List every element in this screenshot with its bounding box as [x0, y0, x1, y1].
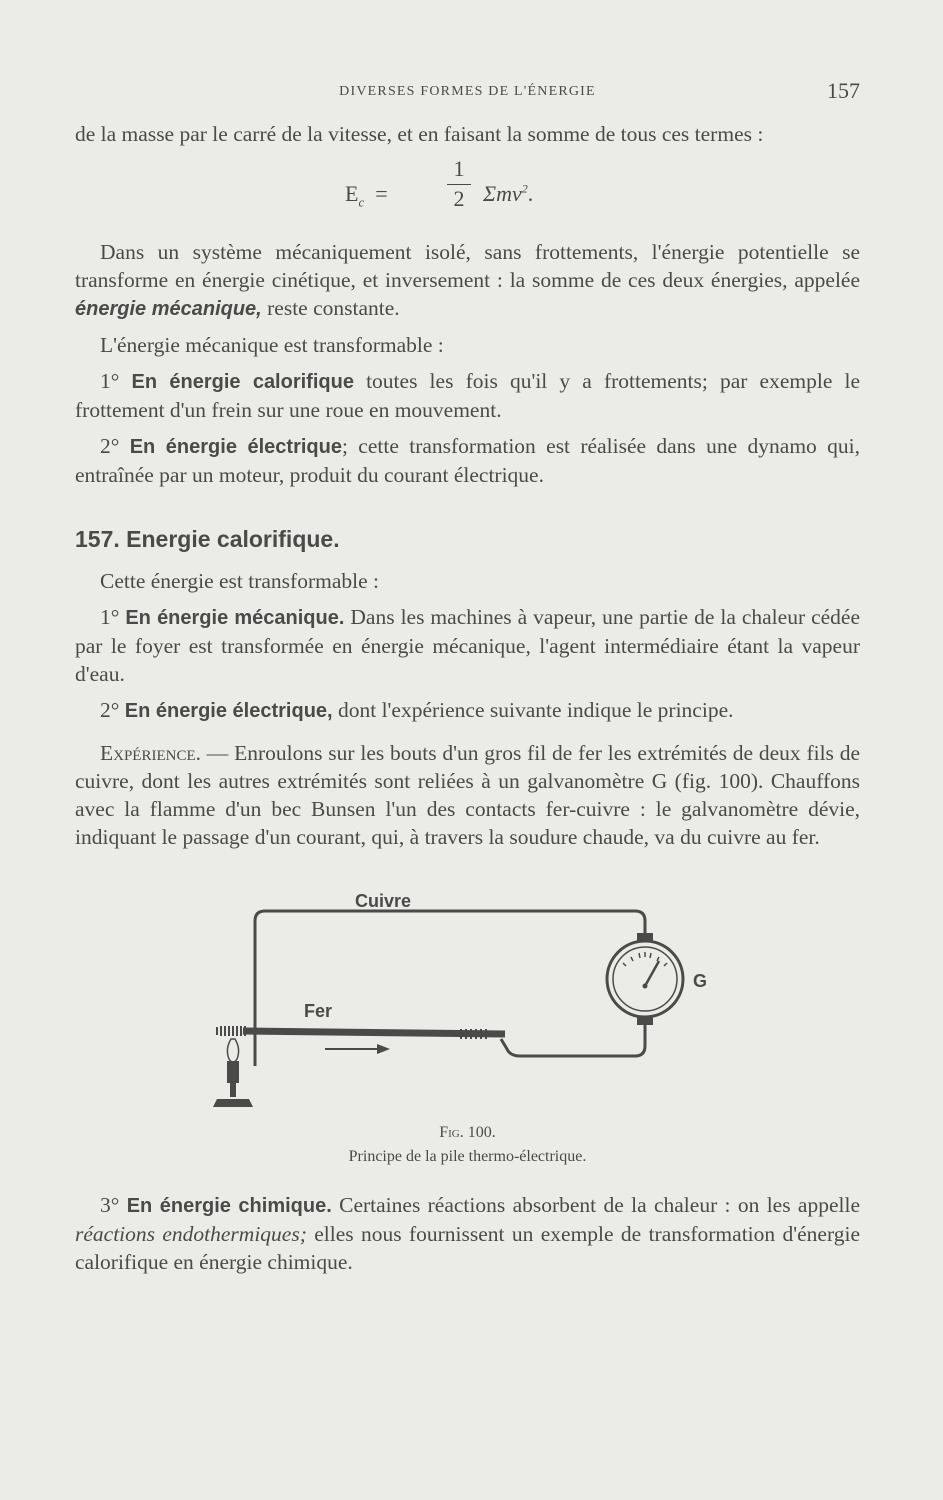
item4-text: dont l'expérience suivante indique le principe. — [332, 698, 734, 722]
item1-text: toutes les fois qu'il y a frottements; par exemple le frottement d'un frein sur une roue en mouvement. — [75, 369, 861, 422]
item1-heading: En énergie calorifique — [131, 371, 354, 393]
item4-heading: En énergie électrique, — [124, 700, 333, 722]
bunsen-burner — [213, 1039, 253, 1107]
copper-wire-top — [255, 911, 645, 1066]
flame-icon — [227, 1039, 238, 1062]
paragraph-calorific-transformable: Cette énergie est transformable : — [100, 569, 379, 593]
item-electric — [75, 432, 860, 489]
formula-fraction — [447, 156, 471, 211]
item5-heading: En énergie chimique. — [126, 1195, 332, 1217]
figure-number: Fig. 100. — [439, 1124, 496, 1141]
para2-after: reste constante. — [261, 296, 400, 320]
current-arrow — [325, 1044, 390, 1054]
item-calorific — [75, 367, 860, 424]
page-number: 157 — [827, 78, 860, 103]
item3-number: 1° — [100, 605, 120, 629]
item2-number: 2° — [100, 434, 120, 458]
paragraph-mechanical-energy — [75, 238, 860, 323]
formula-e: E — [345, 181, 359, 206]
formula-lhs — [345, 180, 388, 216]
thermocouple-diagram — [205, 871, 735, 1111]
item2-text: ; cette transformation est réalisée dans une dynamo qui, entraînée par un moteur, produit du courant électrique. — [75, 434, 861, 487]
item3-heading: En énergie mécanique. — [125, 607, 345, 629]
item4-number: 2° — [100, 698, 120, 722]
item2-heading: En énergie électrique — [129, 436, 342, 458]
label-fer: Fer — [304, 1001, 333, 1021]
figure-100 — [75, 871, 860, 1191]
figure-caption: Principe de la pile thermo-électrique. — [348, 1148, 587, 1165]
running-head: DIVERSES FORMES DE L'ÉNERGIE — [339, 84, 596, 99]
item3-text: Dans les machines à vapeur, une partie de la chaleur cédée par le foyer est transformée en énergie mécanique, l'agent intermédiaire étant la vapeur d'eau. — [75, 605, 861, 686]
paragraph-experience — [75, 739, 860, 851]
paragraph-kinetic-sum: de la masse par le carré de la vitesse, et en faisant la somme de tous ces termes : — [75, 122, 764, 146]
endothermic-term: réactions endothermiques; — [75, 1222, 307, 1246]
item1-number: 1° — [100, 369, 120, 393]
label-g: G — [693, 971, 708, 991]
copper-wire-bottom — [501, 1019, 645, 1056]
galvanometer — [607, 933, 683, 1025]
formula-subscript: c — [358, 194, 365, 210]
formula-exponent: 2 — [521, 181, 528, 196]
page-body — [75, 120, 860, 1276]
experience-text: — Enroulons sur les bouts d'un gros fil de fer les extrémités de deux fils de cuivre, dont les autres extrémités sont reliées à un galvanomètre G (fig. 100). Chauffons avec la flamme d'un bec Bunsen l'un des contacts fer-cuivre : le galvanomètre dévie, indiquant le passage d'un courant, qui, à travers la soudure chaude, va du cuivre au fer. — [75, 741, 860, 849]
formula-numerator: 1 — [453, 156, 465, 181]
left-coil — [217, 1026, 245, 1036]
fraction-bar — [447, 184, 471, 185]
section-title: 157. Energie calorifique. — [75, 526, 340, 552]
formula-period: . — [527, 181, 534, 206]
kinetic-energy-formula — [75, 148, 860, 238]
item5-text-before: Certaines réactions absorbent de la chaleur : on les appelle — [331, 1193, 860, 1217]
label-cuivre: Cuivre — [355, 891, 412, 911]
formula-denominator: 2 — [453, 186, 465, 211]
formula-equals: = — [375, 181, 388, 206]
item5-number: 3° — [100, 1193, 120, 1217]
formula-sum: Σmv — [483, 181, 522, 206]
formula-rhs — [483, 180, 533, 208]
mechanical-energy-term: énergie mécanique, — [75, 298, 262, 320]
paragraph-transformable: L'énergie mécanique est transformable : — [100, 333, 444, 357]
item-mechanical — [75, 603, 860, 688]
experience-label: Expérience. — [100, 741, 202, 765]
item-chemical — [75, 1191, 860, 1276]
para2-before: Dans un système mécaniquement isolé, sans frottements, l'énergie potentielle se transforme en énergie cinétique, et inversement : la somme de ces deux énergies, appelée — [75, 240, 860, 292]
item5-text-after: elles nous fournissent un exemple de transformation d'énergie calorifique en énergie chimique. — [75, 1222, 860, 1274]
item-electric-2 — [75, 696, 860, 725]
page-header — [75, 78, 860, 108]
